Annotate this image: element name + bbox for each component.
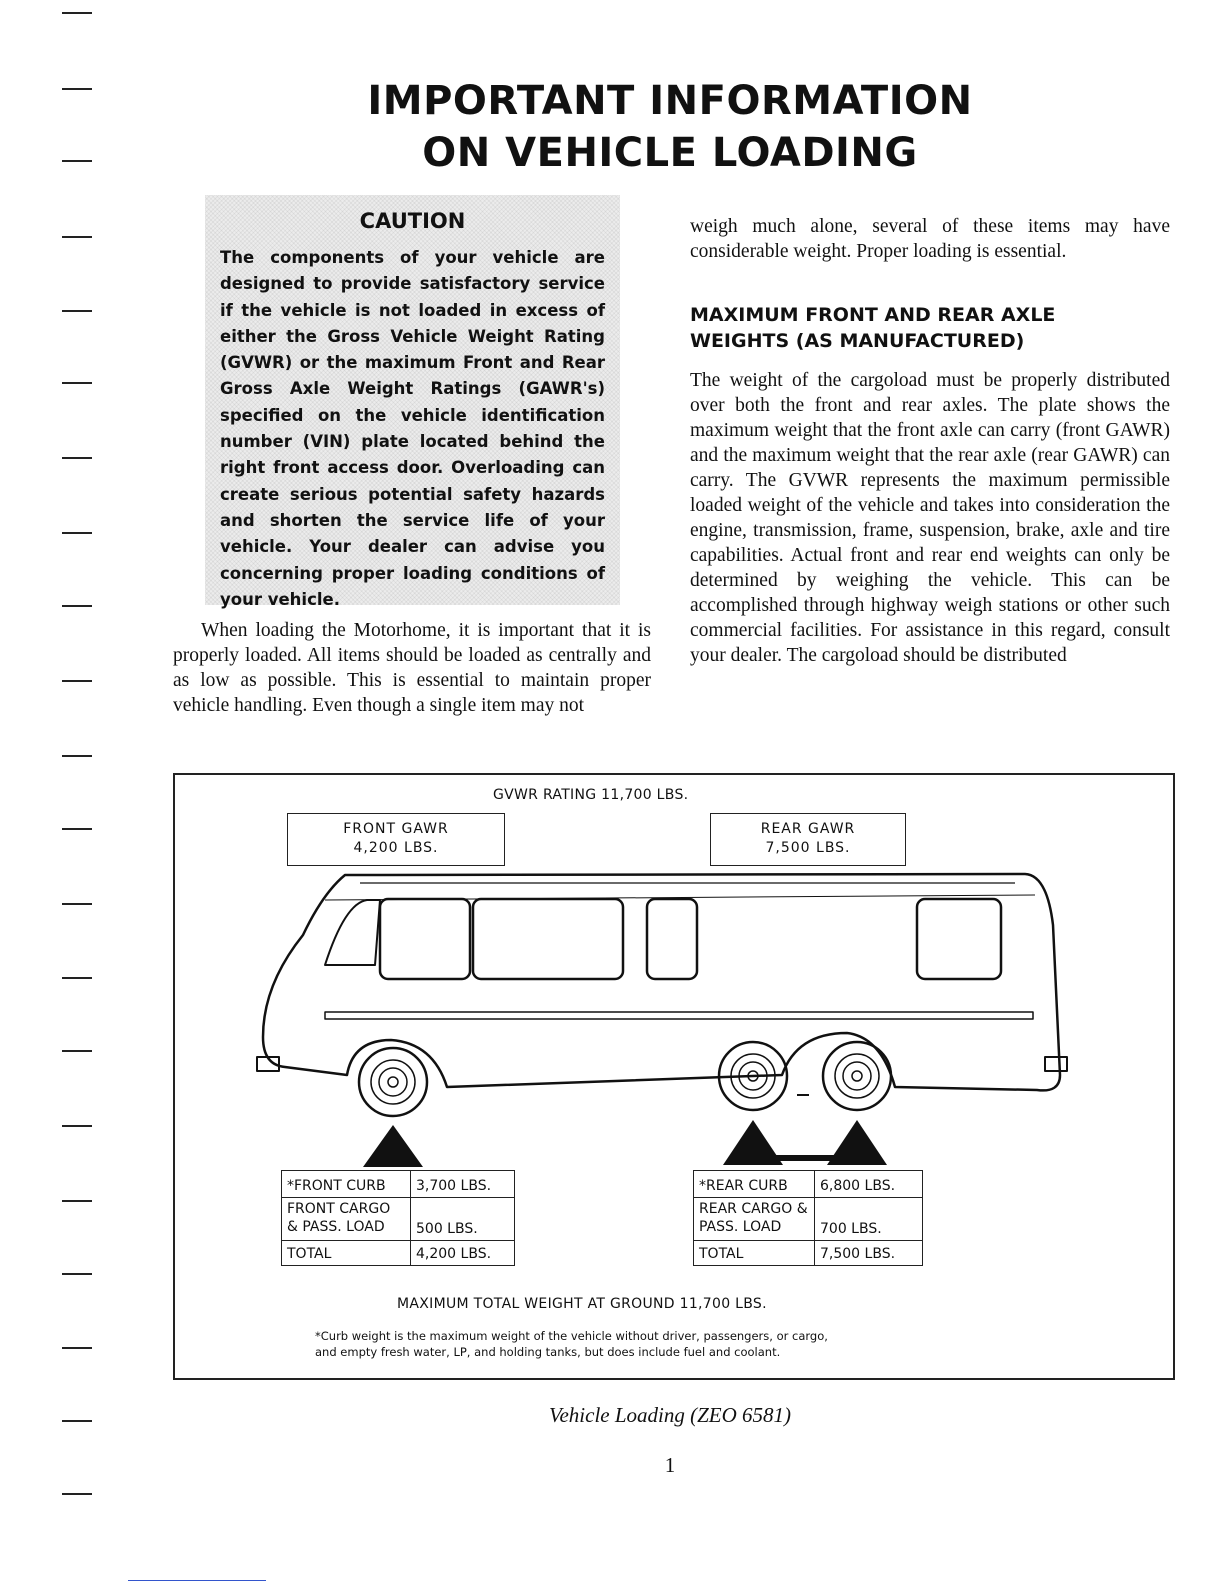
margin-tick xyxy=(62,1420,92,1422)
rear-gawr-label: REAR GAWR xyxy=(760,821,856,837)
figure-caption: Vehicle Loading (ZEO 6581) xyxy=(548,1403,792,1427)
rear-gawr-value: 7,500 LBS. xyxy=(765,840,851,856)
table-row xyxy=(694,1171,923,1198)
margin-tick xyxy=(62,977,92,979)
vehicle-loading-diagram xyxy=(173,773,1175,1380)
margin-tick xyxy=(62,1050,92,1052)
footnote-line-1: *Curb weight is the maximum weight of the vehicle without driver, passengers, or cargo, xyxy=(315,1329,828,1343)
right-paragraph-2: The weight of the cargoload must be properly distributed over both the front and rear axles. The plate shows the maximum weight that the front axle can carry (front GAWR) and the maximum weight that the rear axle (rear GAWR) can carry. The GVWR represents the maximum permissible loaded weight of the vehicle and takes into consideration the engine, transmission, frame, suspension, brake, axle and tire capabilities. Actual front and rear end weights can only be determined by weighing the vehicle. This can be accomplished through highway weigh stations or other such commercial facilities. For assistance in this regard, consult your dealer. The cargoload should be distributed xyxy=(690,370,1170,666)
front-cargo-label: FRONT CARGO & PASS. LOAD xyxy=(282,1198,411,1241)
right-column-intro xyxy=(690,214,1170,264)
right-paragraph-1: weigh much alone, several of these items may have considerable weight. Proper loading is essential. xyxy=(690,216,1170,262)
table-row xyxy=(282,1171,515,1198)
margin-tick xyxy=(62,903,92,905)
rear-cargo-label: REAR CARGO & PASS. LOAD xyxy=(694,1198,815,1241)
page-title-line-1: IMPORTANT INFORMATION xyxy=(367,78,973,124)
caution-box xyxy=(205,195,620,609)
table-row xyxy=(282,1198,515,1241)
margin-tick xyxy=(62,1493,92,1495)
section-heading-line-2: WEIGHTS (AS MANUFACTURED) xyxy=(690,330,1025,352)
margin-tick xyxy=(62,457,92,459)
rear-total-value: 7,500 LBS. xyxy=(815,1241,923,1266)
motorhome-illustration xyxy=(175,775,1173,1378)
curb-weight-footnote xyxy=(315,1328,1015,1360)
margin-tick xyxy=(62,680,92,682)
footnote-line-2: and empty fresh water, LP, and holding tanks, but does include fuel and coolant. xyxy=(315,1345,781,1359)
section-heading-line-1: MAXIMUM FRONT AND REAR AXLE xyxy=(690,304,1056,326)
section-heading xyxy=(690,302,1170,354)
rear-cargo-value: 700 LBS. xyxy=(815,1198,923,1241)
rear-curb-value: 6,800 LBS. xyxy=(815,1171,923,1198)
margin-tick xyxy=(62,1273,92,1275)
rear-curb-label: *REAR CURB xyxy=(694,1171,815,1198)
page-title-line-2: ON VEHICLE LOADING xyxy=(422,130,918,176)
margin-tick xyxy=(62,88,92,90)
front-gawr-value: 4,200 LBS. xyxy=(353,840,439,856)
gvwr-label: GVWR RATING 11,700 LBS. xyxy=(493,787,689,803)
rear-total-label: TOTAL xyxy=(694,1241,815,1266)
caution-heading: CAUTION xyxy=(359,209,466,233)
page-number: 1 xyxy=(664,1453,676,1477)
max-total-weight: MAXIMUM TOTAL WEIGHT AT GROUND 11,700 LBS. xyxy=(397,1296,767,1312)
table-row xyxy=(694,1198,923,1241)
left-column xyxy=(173,618,651,718)
front-total-label: TOTAL xyxy=(282,1241,411,1266)
table-row xyxy=(282,1241,515,1266)
table-row xyxy=(694,1241,923,1266)
front-curb-label: *FRONT CURB xyxy=(282,1171,411,1198)
margin-tick xyxy=(62,605,92,607)
margin-tick xyxy=(62,755,92,757)
scan-edge-line xyxy=(128,1580,266,1581)
margin-tick xyxy=(62,1200,92,1202)
margin-tick xyxy=(62,532,92,534)
margin-tick xyxy=(62,236,92,238)
margin-tick xyxy=(62,12,92,14)
front-cargo-value: 500 LBS. xyxy=(411,1198,515,1241)
rear-weights-table xyxy=(693,1170,923,1266)
margin-tick xyxy=(62,1125,92,1127)
front-total-value: 4,200 LBS. xyxy=(411,1241,515,1266)
margin-tick xyxy=(62,1347,92,1349)
front-gawr-label: FRONT GAWR xyxy=(343,821,449,837)
margin-tick xyxy=(62,160,92,162)
caution-text: The components of your vehicle are designed to provide satisfactory service if the vehicle is not loaded in excess of either the Gross Vehicle Weight Rating (GVWR) or the maximum Front and Rear Gross Axle Weight Ratings (GAWR's) specified on the vehicle identification number (VIN) plate located behind the right front access door. Overloading can create serious potential safety hazards and shorten the service life of your vehicle. Your dealer can advise you concerning proper loading conditions of your vehicle. xyxy=(220,248,605,609)
right-column-body xyxy=(690,368,1170,668)
front-curb-value: 3,700 LBS. xyxy=(411,1171,515,1198)
front-weights-table xyxy=(281,1170,515,1266)
margin-tick xyxy=(62,382,92,384)
margin-tick xyxy=(62,310,92,312)
left-paragraph: When loading the Motorhome, it is important that it is properly loaded. All items should be loaded as centrally and as low as possible. This is essential to maintain proper vehicle handling. Even though a single item may not xyxy=(173,620,651,716)
margin-tick xyxy=(62,828,92,830)
